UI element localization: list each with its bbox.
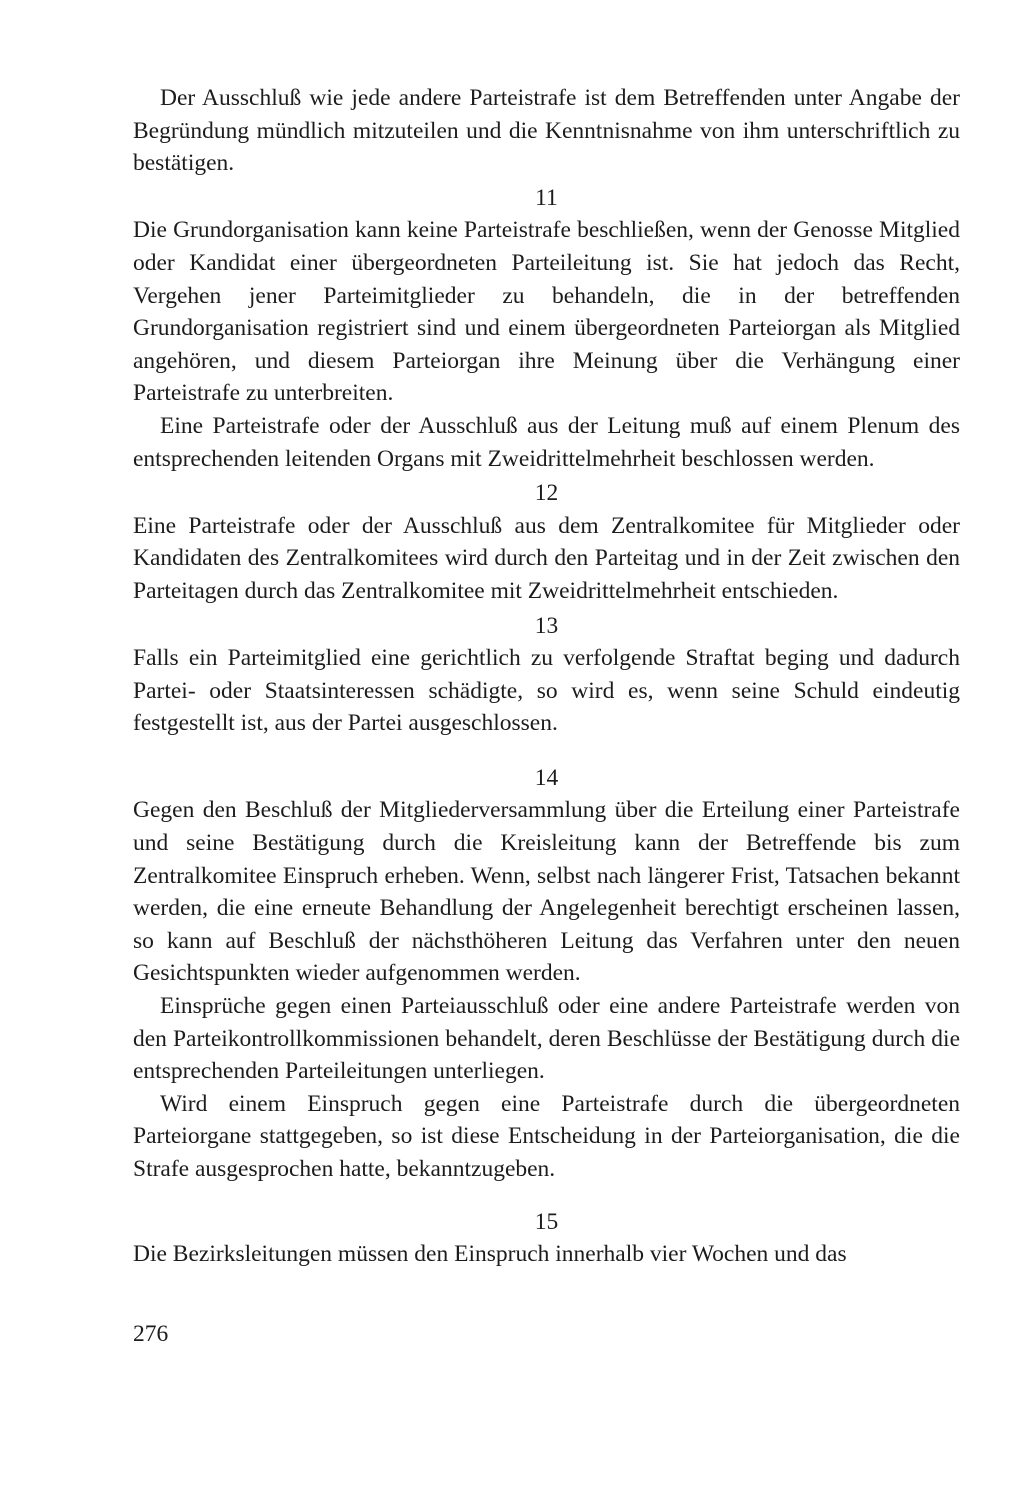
page-body <box>133 82 960 1271</box>
section-number-15: 15 <box>534 1208 559 1235</box>
section-number-12: 12 <box>534 480 559 507</box>
paragraph: Eine Parteistrafe oder der Ausschluß aus dem Zentralkomitee für Mitglieder oder Kandidaten des Zentralkomitees wird durch den Parteitag und in der Zeit zwischen den Parteitagen durch das Zentralkomitee mit Zweidrittelmehrheit entschieden. <box>133 512 960 604</box>
paragraph: Wird einem Einspruch gegen eine Parteistrafe durch die übergeordneten Parteiorgane stattgegeben, so ist diese Entscheidung in der Parteiorganisation, die die Strafe ausgesprochen hatte, bekanntzugeben. <box>133 1090 960 1182</box>
paragraph: Einsprüche gegen einen Parteiausschluß oder eine andere Parteistrafe werden von den Parteikontrollkommissionen behandelt, deren Beschlüsse der Bestätigung durch die entsprechenden Parteileitungen unterliegen. <box>133 993 960 1085</box>
paragraph: Der Ausschluß wie jede andere Parteistrafe ist dem Betreffenden unter Angabe der Begründung mündlich mitzuteilen und die Kenntnisnahme von ihm unterschriftlich zu bestätigen. <box>133 85 960 177</box>
paragraph: Falls ein Parteimitglied eine gerichtlich zu verfolgende Straftat beging und dadurch Partei- oder Staatsinteressen schädigte, so wird es, wenn seine Schuld eindeutig festgestellt ist, aus der Partei ausgeschlossen. <box>133 645 960 737</box>
paragraph: Gegen den Beschluß der Mitgliederversammlung über die Erteilung einer Parteistrafe und seine Bestätigung durch die Kreisleitung kann der Betreffende bis zum Zentralkomitee Einspruch erheben. Wenn, selbst nach längerer Frist, Tatsachen bekannt werden, die eine erneute Behandlung der Angelegenheit berechtigt erscheinen lassen, so kann auf Beschluß der nächsthöheren Leitung das Verfahren unter den neuen Gesichtspunkten wieder aufgenommen werden. <box>133 797 960 987</box>
paragraph: Die Bezirksleitungen müssen den Einspruch innerhalb vier Wochen und das <box>133 1241 847 1268</box>
paragraph: Eine Parteistrafe oder der Ausschluß aus der Leitung muß auf einem Plenum des entsprechenden leitenden Organs mit Zweidrittelmehrheit beschlossen werden. <box>133 412 960 472</box>
paragraph: Die Grundorganisation kann keine Parteistrafe beschließen, wenn der Genosse Mitglied oder Kandidat einer übergeordneten Parteileitung ist. Sie hat jedoch das Recht, Vergehen jener Parteimitglieder zu behandeln, die in der betreffenden Grundorganisation registriert sind und einem übergeordneten Parteiorgan als Mitglied angehören, und diesem Parteiorgan ihre Meinung über die Verhängung einer Parteistrafe zu unterbreiten. <box>133 217 960 407</box>
section-number-11: 11 <box>535 184 558 211</box>
section-number-13: 13 <box>534 612 559 639</box>
section-number-14: 14 <box>534 764 559 791</box>
page-number: 276 <box>133 1321 169 1347</box>
